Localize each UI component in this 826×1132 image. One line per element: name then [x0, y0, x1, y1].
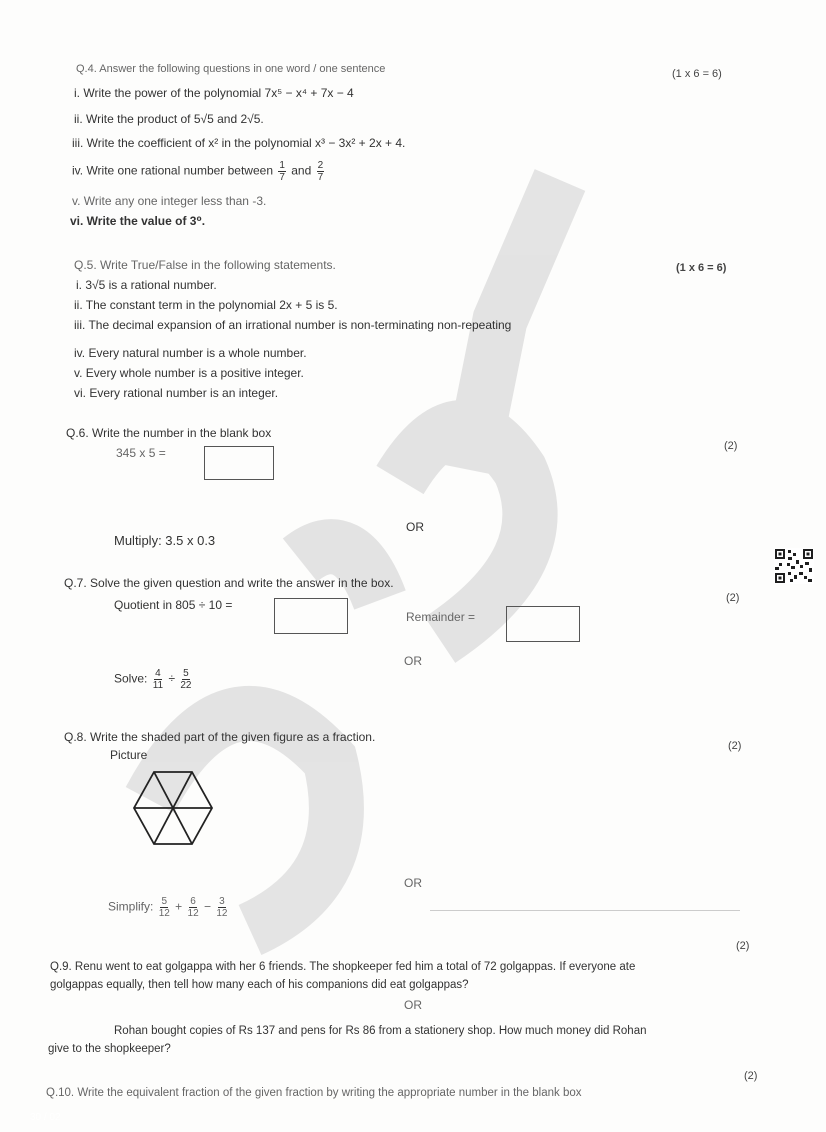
q7-solve-label: Solve:: [114, 671, 148, 686]
q4-item-1: i. Write the power of the polynomial 7x⁵ − x⁴ + 7x − 4: [74, 86, 354, 100]
q7-solve: [114, 668, 194, 691]
q5-item-3: iii. The decimal expansion of an irrational number is non-terminating non-repeating: [74, 318, 512, 332]
q5-item-6: vi. Every rational number is an integer.: [74, 386, 279, 400]
q5-item-5: v. Every whole number is a positive integer.: [74, 366, 304, 380]
q4-marks: (1 x 6 = 6): [672, 68, 722, 80]
q7-quotient-box[interactable]: [274, 598, 348, 634]
q8-simplify: [108, 896, 229, 919]
q4-item-4-text: iv. Write one rational number between: [72, 163, 273, 178]
q5-item-2: ii. The constant term in the polynomial 2x + 5 is 5.: [74, 298, 338, 312]
q8-picture-label: Picture: [110, 748, 148, 762]
q9-alt-line-2: give to the shopkeeper?: [48, 1043, 171, 1055]
q9-alt-line-1: Rohan bought copies of Rs 137 and pens for Rs 86 from a stationery shop. How much money did Rohan: [114, 1025, 647, 1037]
q8-divider-line: [430, 910, 740, 911]
q4-item-4: [72, 160, 326, 183]
q6-heading: Q.6. Write the number in the blank box: [66, 426, 272, 440]
and-text: and: [291, 163, 312, 178]
q5-item-1: i. 3√5 is a rational number.: [76, 278, 217, 292]
simplify-label: Simplify:: [108, 899, 154, 914]
q4-item-2: ii. Write the product of 5√5 and 2√5.: [74, 112, 264, 126]
hexagon-figure: [132, 770, 214, 846]
q7-marks: (2): [726, 592, 740, 604]
q7-heading: Q.7. Solve the given question and write the answer in the box.: [64, 576, 394, 590]
q7-quotient-label: Quotient in 805 ÷ 10 =: [114, 598, 233, 612]
q4-item-5: v. Write any one integer less than -3.: [72, 194, 267, 208]
q9-marks: (2): [736, 940, 750, 952]
divide-sign: ÷: [168, 671, 176, 686]
plus-sign: +: [175, 899, 183, 914]
qr-code: [774, 548, 814, 584]
fraction-2-7: $\frac{2}{7}$: [317, 160, 324, 183]
q6-or: OR: [406, 520, 424, 534]
q5-heading: Q.5. Write True/False in the following statements.: [74, 258, 336, 272]
q9-text-line-1: Q.9. Renu went to eat golgappa with her 6 friends. The shopkeeper fed him a total of 72 golgappas. If everyone ate: [50, 961, 636, 973]
q6-marks: (2): [724, 440, 738, 452]
fraction-4-11: $\frac{4}{11}$: [152, 668, 164, 691]
q8-marks: (2): [728, 740, 742, 752]
fraction-5-12: $\frac{5}{12}$: [158, 896, 170, 919]
fraction-3-12: $\frac{3}{12}$: [216, 896, 228, 919]
fraction-1-7: $\frac{1}{7}$: [279, 160, 285, 183]
q10-text: Q.10. Write the equivalent fraction of the given fraction by writing the appropriate number in the blank box: [46, 1087, 582, 1099]
q5-marks: (1 x 6 = 6): [676, 262, 727, 274]
q7-or: OR: [404, 654, 422, 668]
minus-sign: −: [203, 899, 211, 914]
q6-answer-box[interactable]: [204, 446, 274, 480]
fraction-5-22: $\frac{5}{22}$: [180, 668, 192, 691]
q4-heading: Q.4. Answer the following questions in one word / one sentence: [76, 63, 386, 75]
q9-text-line-2: golgappas equally, then tell how many each of his companions did eat golgappas?: [50, 979, 469, 991]
q7-remainder-box[interactable]: [506, 606, 580, 642]
q8-or: OR: [404, 876, 422, 890]
q10-marks: (2): [744, 1070, 758, 1082]
q8-heading: Q.8. Write the shaded part of the given figure as a fraction.: [64, 730, 376, 744]
q9-or: OR: [404, 998, 422, 1012]
q4-item-3: iii. Write the coefficient of x² in the polynomial x³ − 3x² + 2x + 4.: [72, 136, 406, 150]
q6-expression: 345 x 5 =: [116, 446, 166, 460]
svg-text:30 / 02: 30 / 02: [30, 1112, 61, 1123]
fraction-6-12: $\frac{6}{12}$: [187, 896, 199, 919]
q6-alternative: Multiply: 3.5 x 0.3: [114, 533, 216, 548]
q4-item-6: vi. Write the value of 3⁰.: [70, 214, 206, 228]
q7-remainder-label: Remainder =: [406, 610, 476, 624]
q5-item-4: iv. Every natural number is a whole number.: [74, 346, 307, 360]
